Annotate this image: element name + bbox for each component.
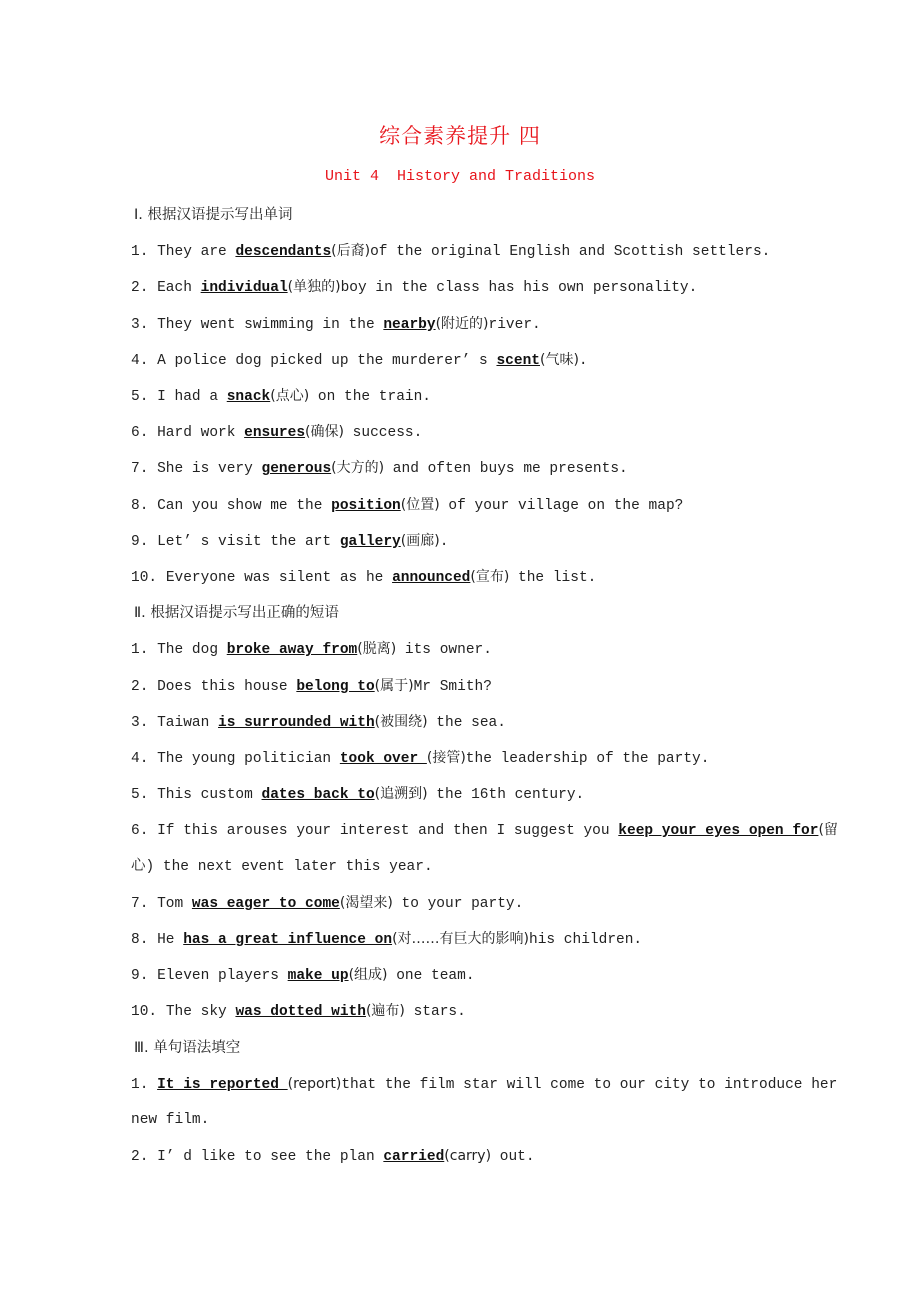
hint-text: (单独的) <box>287 279 341 296</box>
answer-text: has a great influence on <box>183 932 393 948</box>
answer-text: position <box>331 497 401 514</box>
question-continuation: 心) the next event later this year. <box>131 858 433 875</box>
question-number: 6. <box>131 425 158 442</box>
question-item <box>131 784 584 805</box>
answer-text: gallery <box>339 533 401 550</box>
answer-text: keep your eyes open for <box>618 823 819 840</box>
question-text: of your village on the map? <box>439 497 684 514</box>
question-text: the sea. <box>427 714 506 731</box>
question-item <box>131 458 628 479</box>
answer-text: broke away from <box>226 642 358 659</box>
question-number: 7. <box>131 895 158 912</box>
question-text: Taiwan <box>157 714 219 731</box>
question-number: 1. <box>131 1076 158 1093</box>
hint-text: (report) <box>287 1075 342 1092</box>
answer-text: descendants <box>235 244 332 261</box>
question-item <box>131 929 642 950</box>
answer-text: nearby <box>383 316 436 333</box>
hint-text: (组成) <box>348 967 388 984</box>
hint-text: (留 <box>818 822 838 839</box>
question-text: The sky <box>165 1004 236 1021</box>
question-item <box>131 712 506 733</box>
question-text: that the film star will come to our city to introduce her <box>341 1076 838 1093</box>
question-item <box>131 277 697 298</box>
question-item <box>131 495 683 516</box>
question-text: Mr Smith? <box>413 678 492 695</box>
hint-text: (画廊) <box>400 532 440 549</box>
question-text: the 16th century. <box>427 787 585 804</box>
question-item <box>131 820 838 841</box>
question-item <box>131 1001 466 1022</box>
answer-text: was eager to come <box>191 895 340 912</box>
answer-text: dates back to <box>261 787 375 804</box>
question-text: Let’ s visit the art <box>157 533 340 550</box>
question-item <box>131 241 770 262</box>
question-text: I had a <box>157 389 227 405</box>
question-text: If this arouses your interest and then I suggest you <box>157 823 619 840</box>
answer-text: announced <box>392 570 471 586</box>
answer-text: snack <box>226 389 271 405</box>
question-number: 3. <box>131 316 158 333</box>
question-text: The dog <box>157 642 227 659</box>
question-item <box>131 567 596 588</box>
question-number: 10. <box>131 570 166 586</box>
answer-text: carried <box>383 1149 445 1166</box>
hint-text: (点心) <box>270 388 310 404</box>
question-text: I’ d like to see the plan <box>157 1149 384 1166</box>
question-text: to your party. <box>392 895 524 912</box>
question-number: 2. <box>131 1149 158 1166</box>
hint-text: (接管) <box>426 750 466 766</box>
question-text: . <box>578 352 588 369</box>
hint-text: (后裔) <box>331 243 371 260</box>
page-title: 综合素养提升 四 <box>379 124 541 148</box>
question-item <box>131 531 448 552</box>
answer-text: belong to <box>296 678 375 695</box>
question-item <box>131 965 475 986</box>
hint-text: (被围绕) <box>374 713 428 730</box>
question-text: Does this house <box>157 678 297 695</box>
question-text: out. <box>491 1149 535 1166</box>
question-text: Tom <box>157 895 192 912</box>
question-number: 9. <box>131 968 158 985</box>
section-heading: Ⅲ. 单句语法填空 <box>134 1039 241 1056</box>
question-text: She is very <box>157 461 262 478</box>
answer-text: was dotted with <box>235 1004 366 1021</box>
question-number: 1. <box>131 244 158 261</box>
question-text: boy in the class has his own personality. <box>340 280 698 297</box>
question-text: of the original English and Scottish settlers. <box>370 244 771 261</box>
answer-text: generous <box>261 461 332 478</box>
hint-text: (追溯到) <box>374 786 428 803</box>
question-item <box>131 422 422 443</box>
question-item <box>131 350 588 371</box>
question-item <box>131 1146 535 1167</box>
question-number: 4. <box>131 751 158 767</box>
answer-text: ensures <box>244 425 306 442</box>
question-text: . <box>439 533 449 550</box>
question-text: A police dog picked up the murderer’ s <box>157 352 497 369</box>
question-text: the list. <box>509 570 597 586</box>
question-number: 4. <box>131 352 158 369</box>
question-text: Each <box>157 280 201 297</box>
question-item <box>131 639 492 660</box>
question-text: Hard work <box>157 425 245 442</box>
answer-text: make up <box>287 968 349 985</box>
question-text: the leadership of the party. <box>465 751 710 767</box>
question-text: his children. <box>529 932 643 948</box>
question-number: 7. <box>131 461 158 478</box>
question-text: This custom <box>157 787 262 804</box>
question-text: on the train. <box>309 389 432 405</box>
question-text: Can you show me the <box>157 497 332 514</box>
hint-text: (carry) <box>444 1148 492 1165</box>
question-text: Eleven players <box>157 968 288 985</box>
question-number: 5. <box>131 787 158 804</box>
question-number: 2. <box>131 678 158 695</box>
question-number: 6. <box>131 823 158 840</box>
question-number: 2. <box>131 280 158 297</box>
hint-text: (附近的) <box>435 315 489 332</box>
question-number: 3. <box>131 714 158 731</box>
answer-text: took over <box>339 751 427 767</box>
section-heading: Ⅱ. 根据汉语提示写出正确的短语 <box>134 605 339 622</box>
question-text: stars. <box>404 1004 466 1021</box>
question-number: 8. <box>131 497 158 514</box>
answer-text: individual <box>200 280 288 297</box>
page-subtitle: Unit 4 History and Traditions <box>324 168 596 185</box>
question-text: They are <box>157 244 236 261</box>
hint-text: (遍布) <box>365 1003 405 1020</box>
question-text: its owner. <box>396 642 492 659</box>
hint-text: (位置) <box>400 496 440 513</box>
question-number: 8. <box>131 932 158 948</box>
hint-text: (宣布) <box>470 569 510 585</box>
question-continuation: new film. <box>131 1112 210 1128</box>
question-number: 5. <box>131 389 158 405</box>
question-text: The young politician <box>157 751 340 767</box>
hint-text: (大方的) <box>331 460 385 477</box>
hint-text: (属于) <box>374 677 414 694</box>
answer-text: is surrounded with <box>218 714 375 731</box>
question-text: river. <box>488 316 541 333</box>
question-number: 10. <box>131 1004 166 1021</box>
question-item <box>131 314 541 335</box>
question-number: 1. <box>131 642 158 659</box>
answer-text: It is reported <box>157 1076 288 1093</box>
hint-text: (对……有巨大的影响) <box>392 931 529 947</box>
question-text: Everyone was silent as he <box>165 570 393 586</box>
question-text: success. <box>343 425 423 442</box>
section-heading: Ⅰ. 根据汉语提示写出单词 <box>134 207 293 223</box>
question-text: and often buys me presents. <box>384 461 628 478</box>
hint-text: (渴望来) <box>339 894 393 911</box>
question-item <box>131 386 431 407</box>
question-item <box>131 1074 837 1095</box>
answer-text: scent <box>496 352 540 369</box>
hint-text: (脱离) <box>357 641 397 658</box>
question-item <box>131 676 492 697</box>
question-item <box>131 748 709 769</box>
question-text: one team. <box>387 968 475 985</box>
question-text: They went swimming in the <box>157 316 384 333</box>
hint-text: (气味) <box>539 351 579 368</box>
question-text: He <box>157 932 184 948</box>
hint-text: (确保) <box>305 424 344 441</box>
question-number: 9. <box>131 533 158 550</box>
question-item <box>131 893 523 914</box>
